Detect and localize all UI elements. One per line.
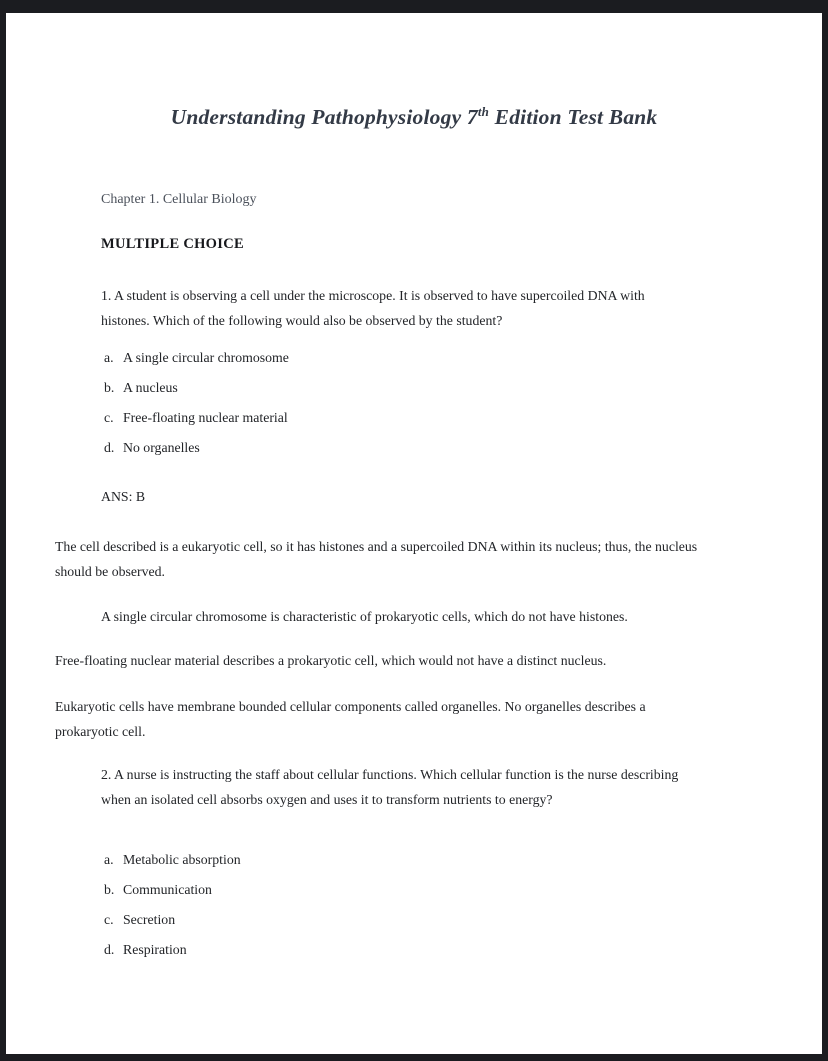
rationale-paragraph: The cell described is a eukaryotic cell, so it has histones and a supercoiled DNA within its nucleus; thus, the nucleus should be observed. — [55, 539, 698, 579]
option-letter: b. — [104, 380, 115, 395]
question-2-text: 2. A nurse is instructing the staff about cellular functions. Which cellular function is the nurse describing when an isolated cell absorbs oxygen and uses it to transform nutrients to energy? — [101, 767, 679, 807]
option-text: Metabolic absorption — [123, 852, 241, 867]
rationale-paragraph: A single circular chromosome is characteristic of prokaryotic cells, which do not have histones. — [101, 609, 628, 624]
option-text: No organelles — [123, 440, 200, 455]
option-row — [104, 882, 704, 912]
option-row — [104, 380, 704, 410]
option-row — [104, 852, 704, 882]
question-1-answer: ANS: B — [101, 489, 146, 504]
section-heading-multiple-choice: MULTIPLE CHOICE — [101, 236, 244, 252]
document-title-superscript: th — [477, 103, 490, 119]
option-text: A nucleus — [123, 380, 178, 395]
option-row — [104, 440, 704, 470]
question-2-options — [104, 852, 704, 972]
option-row — [104, 942, 704, 972]
option-text: A single circular chromosome — [123, 350, 289, 365]
option-row — [104, 350, 704, 380]
question-1-options — [104, 350, 704, 470]
option-letter: c. — [104, 410, 114, 425]
document-title-part1: Understanding Pathophysiology 7 — [170, 105, 478, 129]
option-row — [104, 912, 704, 942]
option-letter: a. — [104, 852, 114, 867]
option-letter: c. — [104, 912, 114, 927]
option-text: Communication — [123, 882, 212, 897]
option-text: Respiration — [123, 942, 187, 957]
document-page — [6, 13, 822, 1054]
option-letter: b. — [104, 882, 115, 897]
option-row — [104, 410, 704, 440]
option-text: Secretion — [123, 912, 176, 927]
option-letter: d. — [104, 440, 115, 455]
rationale-paragraph: Free-floating nuclear material describes a prokaryotic cell, which would not have a distinct nucleus. — [55, 653, 607, 668]
option-text: Free-floating nuclear material — [123, 410, 288, 425]
document-title-part2: Edition Test Bank — [489, 105, 658, 129]
document-title — [6, 105, 822, 130]
question-1-text: 1. A student is observing a cell under the microscope. It is observed to have supercoiled DNA with histones. Which of the following would also be observed by the student? — [101, 288, 645, 328]
chapter-heading: Chapter 1. Cellular Biology — [101, 192, 257, 207]
option-letter: a. — [104, 350, 114, 365]
rationale-paragraph: Eukaryotic cells have membrane bounded cellular components called organelles. No organelles describes a prokaryotic cell. — [55, 699, 646, 739]
option-letter: d. — [104, 942, 115, 957]
